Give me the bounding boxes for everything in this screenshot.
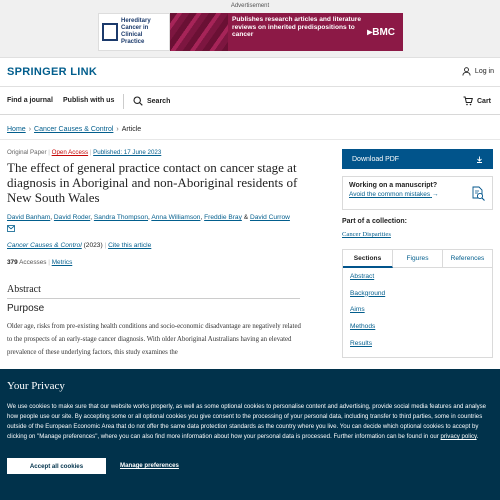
article-metrics: 379 Accesses | Metrics	[7, 259, 73, 266]
advertisement-area	[0, 0, 500, 58]
purpose-heading: Purpose	[7, 303, 45, 314]
abstract-text: Older age, risks from pre-existing health conditions and socio-economic disadvantage are negatively related to the prospects of an early-stage cancer diagnosis. With older Aboriginal Australians having an elevated prevalence of these underlying factors, this study examines the	[7, 323, 301, 356]
tab-sections[interactable]: Sections	[343, 250, 393, 268]
publish-with-us-link[interactable]: Publish with us	[63, 97, 115, 104]
manage-preferences-button[interactable]: Manage preferences	[120, 462, 179, 469]
ad-journal-block	[98, 13, 170, 51]
download-icon	[476, 156, 483, 163]
document-search-icon	[470, 186, 486, 202]
published-date-link[interactable]: Published: 17 June 2023	[93, 149, 162, 156]
tab-references[interactable]: References	[443, 250, 492, 268]
avoid-mistakes-link[interactable]: Avoid the common mistakes →	[349, 191, 439, 198]
email-icon[interactable]	[7, 225, 15, 232]
citation-line: Cancer Causes & Control (2023) | Cite this article	[7, 242, 152, 249]
ad-text: Publishes research articles and literature reviews on inherited predispositions to cancer	[232, 16, 362, 39]
divider	[0, 139, 500, 140]
chevron-right-icon: ›	[116, 126, 119, 133]
article-title: The effect of general practice contact on cancer stage at diagnosis in Aboriginal and non-Aboriginal residents of New South Wales	[7, 160, 298, 205]
collection-link[interactable]: Cancer Disparities	[342, 231, 391, 238]
download-pdf-button[interactable]	[342, 149, 493, 169]
login-label: Log in	[474, 68, 494, 75]
ad-brand-logo: ▸BMC	[367, 27, 395, 38]
accesses-count: 379	[7, 259, 18, 266]
tab-figures[interactable]: Figures	[393, 250, 443, 268]
section-link-aims[interactable]: Aims	[350, 306, 365, 314]
author-link[interactable]: Anna Williamson	[151, 214, 201, 221]
breadcrumb-journal[interactable]: Cancer Causes & Control	[34, 126, 114, 133]
open-access-link[interactable]: Open Access	[51, 149, 89, 156]
author-link[interactable]: David Banham	[7, 214, 51, 221]
author-link[interactable]: Sandra Thompson	[93, 214, 149, 221]
find-journal-link[interactable]: Find a journal	[7, 97, 53, 104]
breadcrumb-home[interactable]: Home	[7, 126, 26, 133]
privacy-text: We use cookies to make sure that our website works properly, as well as some optional cookies to personalise content and advertising, provide social media features and analyse how people use our site. By accepting some or all optional cookies you give consent to the processing of your personal data, including transfer to third parties, some in countries outside of the European Economic Area that do not offer the same data protection standards as the country where you live. You can decide which optional cookies to accept by clicking on "Manage preferences", where you can also find more information about how your personal data is processed. Further information can be found in our privacy policy.	[7, 403, 487, 441]
manuscript-promo	[342, 176, 493, 210]
user-icon	[462, 67, 471, 76]
chevron-right-icon: ›	[28, 126, 32, 133]
privacy-banner	[0, 369, 500, 500]
ad-decorative-image	[170, 13, 228, 51]
journal-link[interactable]: Cancer Causes & Control	[7, 242, 82, 249]
main-nav	[0, 88, 500, 115]
privacy-title: Your Privacy	[7, 380, 65, 392]
journal-year: (2023)	[83, 242, 103, 249]
abstract-heading: Abstract	[7, 284, 41, 295]
section-link-methods[interactable]: Methods	[350, 323, 376, 331]
article-meta: Original Paper | Open Access | Published: 17 June 2023	[7, 149, 162, 156]
author-link[interactable]: David Roder	[53, 214, 91, 221]
download-pdf-label: Download PDF	[352, 155, 400, 163]
search-icon	[133, 96, 143, 106]
section-link-results[interactable]: Results	[350, 339, 372, 347]
springer-link-logo[interactable]: SPRINGER LINK	[7, 66, 98, 78]
breadcrumb	[7, 126, 141, 133]
site-header	[0, 58, 500, 87]
author-list: David Banham, David Roder, Sandra Thompson, Anna Williamson, Freddie Bray & David Currow	[7, 213, 307, 236]
manuscript-title: Working on a manuscript?	[349, 182, 438, 189]
ad-journal-name: Hereditary Cancer in Clinical Practice	[121, 18, 151, 45]
article-type: Original Paper	[7, 149, 47, 156]
journal-logo-icon	[102, 23, 118, 41]
nav-divider	[123, 94, 124, 109]
author-link[interactable]: David Currow	[249, 214, 290, 221]
author-link[interactable]: Freddie Bray	[204, 214, 242, 221]
section-link-abstract[interactable]: Abstract	[350, 273, 375, 280]
cart-label: Cart	[477, 97, 492, 105]
breadcrumb-current: Article	[121, 126, 142, 133]
cart-icon	[463, 96, 473, 106]
divider	[7, 298, 300, 299]
accept-all-cookies-button[interactable]: Accept all cookies	[7, 458, 106, 474]
metrics-link[interactable]: Metrics	[51, 259, 73, 266]
accesses-label: Accesses	[19, 259, 47, 266]
ad-label: Advertisement	[230, 3, 270, 9]
collection-label: Part of a collection:	[342, 218, 407, 225]
author-ampersand: &	[243, 214, 249, 221]
cart-button[interactable]	[463, 96, 491, 106]
sections-list	[342, 268, 493, 358]
section-link-background[interactable]: Background	[350, 289, 386, 297]
login-button[interactable]	[462, 67, 494, 76]
search-button[interactable]	[133, 96, 170, 106]
search-label: Search	[147, 97, 171, 105]
sidebar-tabs	[342, 249, 493, 268]
privacy-policy-link[interactable]: privacy policy	[440, 433, 477, 441]
cite-article-link[interactable]: Cite this article	[108, 242, 152, 249]
ad-banner[interactable]	[98, 13, 403, 51]
